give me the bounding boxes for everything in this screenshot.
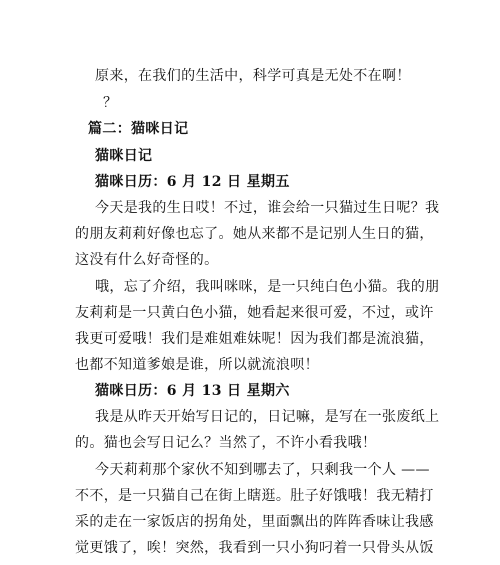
diary-date-heading: 猫咪日历：6 月 12 日 星期五 bbox=[95, 174, 290, 190]
diary-date-heading: 猫咪日历：6 月 13 日 星期六 bbox=[95, 383, 290, 399]
paragraph-line: 原来，在我们的生活中，科学可真是无处不在啊！ bbox=[95, 68, 411, 84]
paragraph-line: 的朋友莉莉好像也忘了。她从来都不是记别人生日的猫， bbox=[75, 226, 434, 242]
paragraph-line: 的。猫也会写日记么？当然了，不许小看我哦！ bbox=[75, 435, 377, 451]
paragraph-line: 采的走在一家饭店的拐角处，里面飘出的阵阵香味让我感 bbox=[75, 514, 434, 530]
paragraph-line: 觉更饿了，唉！突然，我看到一只小狗叼着一只骨头从饭 bbox=[75, 540, 434, 556]
paragraph-line: 今天莉莉那个家伙不知到哪去了，只剩我一个人 —— bbox=[95, 462, 430, 478]
paragraph-line: 哦，忘了介绍，我叫咪咪，是一只纯白色小猫。我的朋 bbox=[95, 279, 440, 295]
paragraph-line: 我是从昨天开始写日记的，日记嘛，是写在一张废纸上 bbox=[95, 409, 440, 425]
paragraph-line: 不不，是一只猫自己在街上瞎逛。肚子好饿哦！我无精打 bbox=[75, 488, 434, 504]
paragraph-line: 友莉莉是一只黄白色小猫，她看起来很可爱，不过，或许 bbox=[75, 305, 434, 321]
paragraph-line: 我更可爱哦！我们是难姐难妹呢！因为我们都是流浪猫， bbox=[75, 331, 434, 347]
question-mark-line: ？ bbox=[103, 95, 118, 111]
diary-title: 猫咪日记 bbox=[95, 148, 153, 164]
paragraph-line: 也都不知道爹娘是谁，所以就流浪呗！ bbox=[75, 357, 319, 373]
section-heading: 篇二：猫咪日记 bbox=[88, 121, 189, 137]
paragraph-line: 这没有什么好奇怪的。 bbox=[75, 252, 219, 268]
paragraph-line: 今天是我的生日哎！不过，谁会给一只猫过生日呢？我 bbox=[95, 200, 440, 216]
